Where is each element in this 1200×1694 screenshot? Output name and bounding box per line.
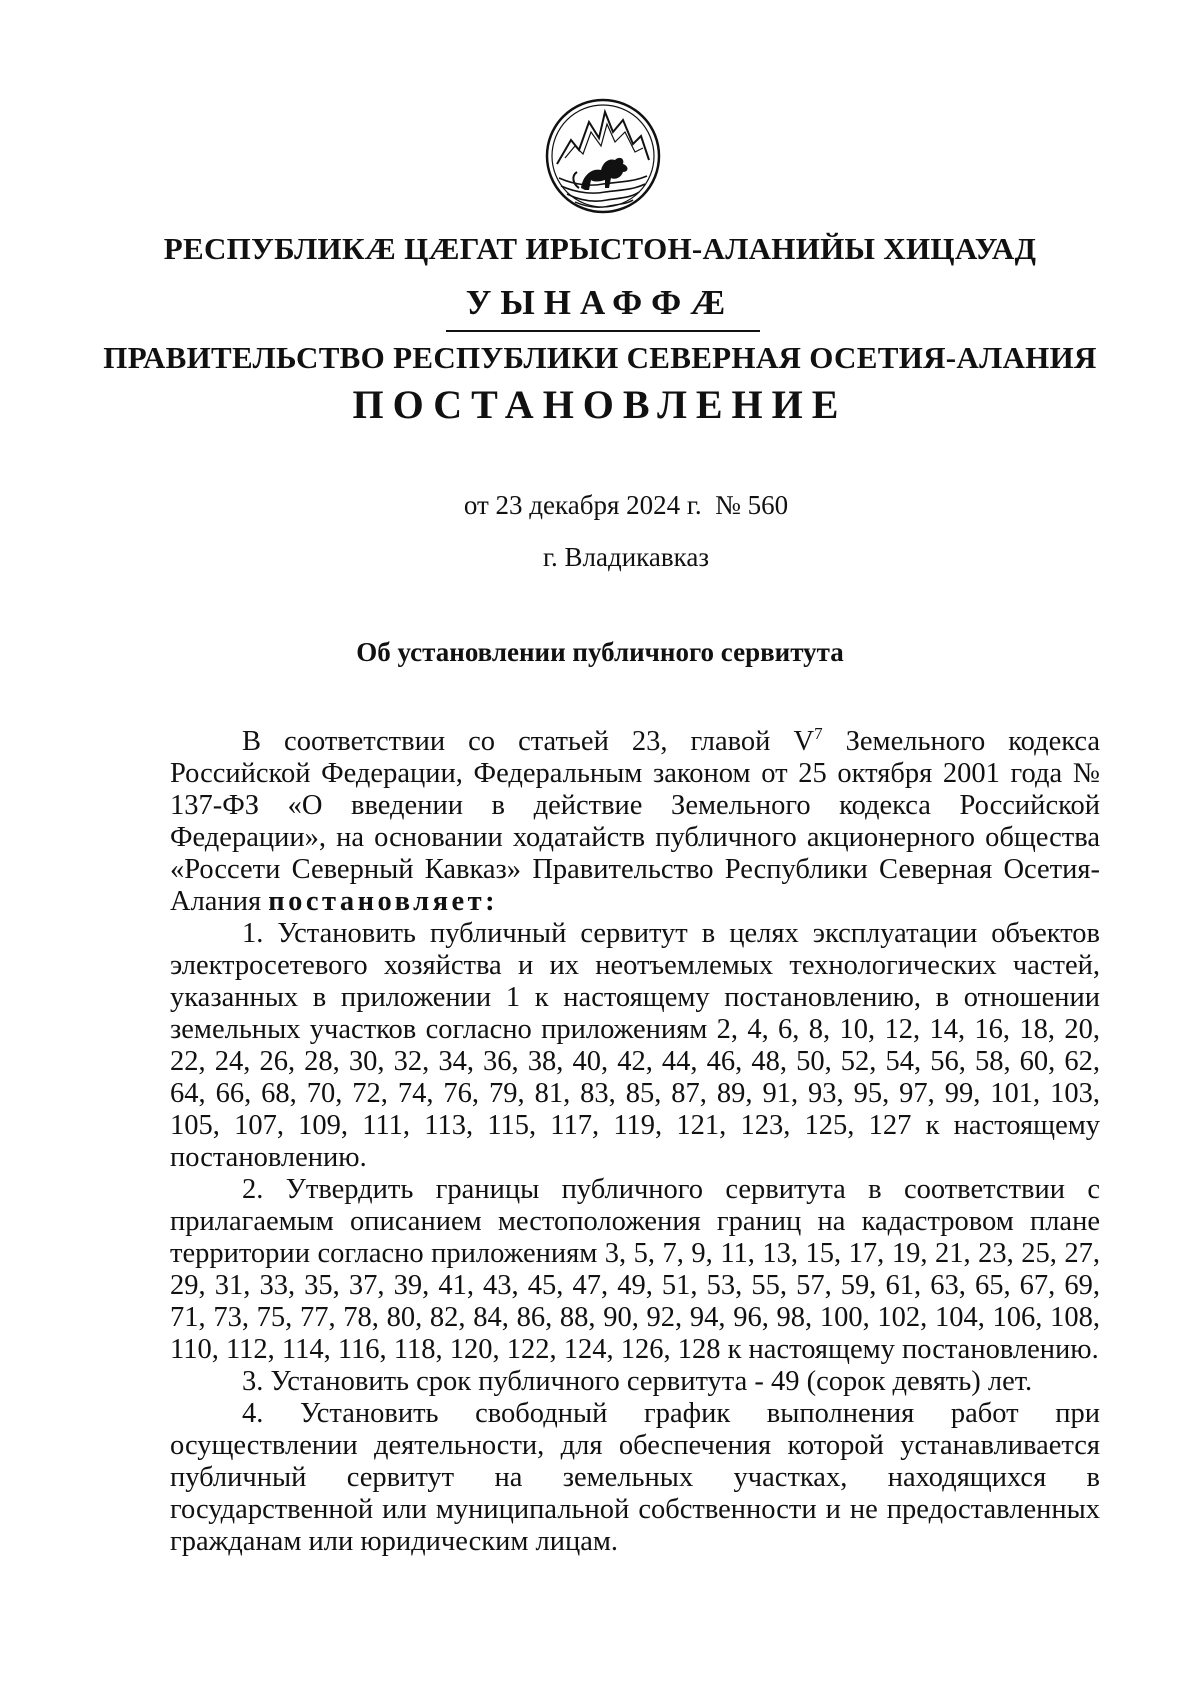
document-date-number: от 23 декабря 2024 г. № 560 xyxy=(463,490,789,520)
ossetian-doc-type: УЫНАФФӔ xyxy=(465,283,735,322)
chapter-superscript: 7 xyxy=(814,724,823,743)
item-paragraph-2: 2. Утвердить границы публичного сервитута в соответствии с прилагаемым описанием местоположения границ на кадастровом плане территории согласно приложениям 3, 5, 7, 9, 11, 13, 15, 17, 19, 21, 23, 25, 27, 29, 31, 33, 35, 37, 39, 41, 43, 45, 47, 49, 51, 53, 55, 57, 59, 61, 63, 65, 67, 69, 71, 73, 75, 77, 78, 80, 82, 84, 86, 88, 90, 92, 94, 96, 98, 100, 102, 104, 106, 108, 110, 112, 114, 116, 118, 120, 122, 124, 126, 128 к настоящему постановлению. xyxy=(170,1174,1100,1365)
document-city: г. Владикавказ xyxy=(543,542,709,572)
russian-doc-type: ПОСТАНОВЛЕНИЕ xyxy=(352,382,848,427)
russian-org-name: ПРАВИТЕЛЬСТВО РЕСПУБЛИКИ СЕВЕРНАЯ ОСЕТИЯ-АЛАНИЯ xyxy=(103,340,1097,375)
preamble-text-start: В соответствии со статьей 23, главой V xyxy=(242,726,815,757)
header-divider-line xyxy=(446,330,760,332)
document-body xyxy=(170,726,1100,1558)
item-paragraph-4: 4. Установить свободный график выполнения работ при осуществлении деятельности, для обеспечения которой устанавливается публичный сервитут на земельных участках, находящихся в государственной или муниципальной собственности и не предоставленных гражданам или юридическим лицам. xyxy=(170,1398,1100,1557)
resolves-word: постановляет: xyxy=(268,886,499,917)
ossetian-org-name: РЕСПУБЛИКӔ ЦӔГАТ ИРЫСТОН-АЛАНИЙЫ ХИЦАУАД xyxy=(163,231,1037,266)
preamble-paragraph xyxy=(170,726,1100,918)
preamble-text-end: Земельного кодекса Российской Федерации, Федеральным законом от 25 октября 2001 года № 137-ФЗ «О введении в действие Земельного кодекса Российской Федерации», на основании ходатайств публичного акционерного общества «Россети Северный Кавказ» Правительство Республики Северная Осетия-Алания xyxy=(170,726,1101,917)
coat-of-arms-emblem xyxy=(543,92,663,220)
item-paragraph-3: 3. Установить срок публичного сервитута - 49 (сорок девять) лет. xyxy=(242,1366,1033,1397)
document-title: Об установлении публичного сервитута xyxy=(356,637,844,667)
item-paragraph-1: 1. Установить публичный сервитут в целях эксплуатации объектов электросетевого хозяйства и их неотъемлемых технологических частей, указанных в приложении 1 к настоящему постановлению, в отношении земельных участков согласно приложениям 2, 4, 6, 8, 10, 12, 14, 16, 18, 20, 22, 24, 26, 28, 30, 32, 34, 36, 38, 40, 42, 44, 46, 48, 50, 52, 54, 56, 58, 60, 62, 64, 66, 68, 70, 72, 74, 76, 79, 81, 83, 85, 87, 89, 91, 93, 95, 97, 99, 101, 103, 105, 107, 109, 111, 113, 115, 117, 119, 121, 123, 125, 127 к настоящему постановлению. xyxy=(170,918,1100,1173)
